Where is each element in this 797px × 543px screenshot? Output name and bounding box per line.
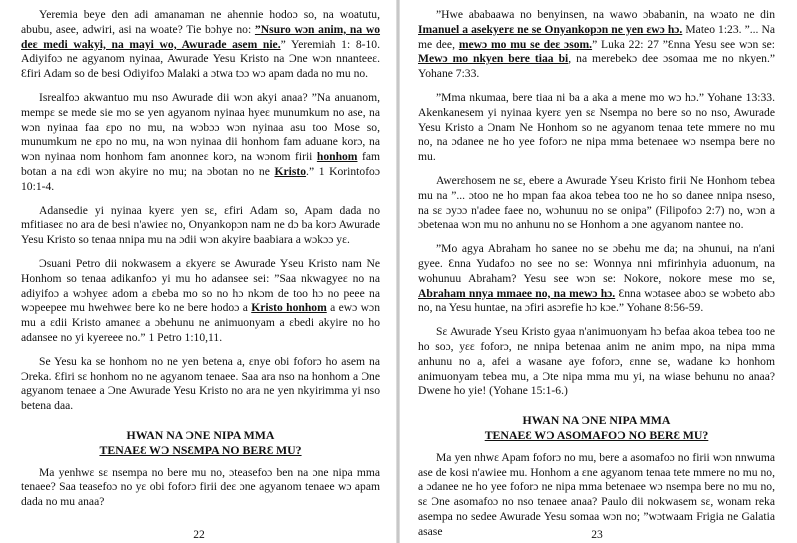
text: Adansedie yi nyinaa kyerɛ yen sɛ, ɛfiri Adam so, Apam dada no mfitiaseɛ no ara de besi n'awieɛ no, Onyankopɔn nam ne dɔ ba korɔ Awurade Yesu Kristo so tenaa nnipa mu na ɔdii wɔn akyire baabiara a wɔkɔɔ yɛ. (21, 203, 380, 247)
right-page (398, 0, 796, 543)
right-paragraph-3 (418, 174, 775, 233)
left-paragraph-5 (21, 355, 380, 414)
right-section-heading (418, 413, 775, 443)
emphasis: Kristo (274, 164, 307, 178)
text: ”Mma nkumaa, bere tiaa ni ba a aka a mene mo wɔ hɔ.” Yohane 13:33. Akenkanesem yi nyinaa kyerɛ yen sɛ Nsempa no bere so no nso, Awurade Yesu Kristo a Ɔnam Ne Honhom so ne agyanom tenaa tete mmere no mu no, na ɔdanee ne ho yee foforɔ ne nipa mma betenaee wɔ nsempa bere no mu. (418, 90, 775, 164)
left-paragraph-6 (21, 466, 380, 510)
text: Mateo 1:23. ”... Na me dee, (418, 22, 775, 51)
text: , na merebekɔ dee ɔsomaa me no nkyen.” Yohane 7:33. (418, 52, 775, 81)
right-paragraph-1 (418, 8, 775, 82)
left-paragraph-3 (21, 204, 380, 248)
text: Ɔsuani Petro dii nokwasem a ɛkyerɛ se Awurade Yseu Kristo nam Ne Honhom so tenaa adikanfoɔ yi mu ho adansee sei: ”Saa nkwagyeɛ no na adiyifoɔ a wɔhyeɛ adom a ɛbeba mo so no hɔ nkɔm de too hɔ no peee na wɔpeepee mu hwehweɛ bere ko ne bere hodoɔ a (21, 256, 380, 315)
left-section-heading (21, 428, 380, 458)
text: a ewɔ wɔn mu a ɛdii Kristo amaneɛ a ɔbehunu ne animuonyam a ɛbedi akyire no ho adansee no yi kyereee no.” 1 Petro 1:10,11. (21, 301, 380, 344)
text: Ɛnna wɔtasee aboɔ se wɔbeto abɔ no, na Yesu huntae, na ɔfiri asɔrefie hɔ kɔe.” Yohane 8:56-59. (418, 286, 775, 315)
text: ” Yeremiah 1: 8-10. Adiyifoɔ ne agyanom nyinaa, Awurade Yesu Kristo na Ɔne wɔn nnanteeɛ. Ɛfiri Adam so de besi Odiyifoɔ Malaki a ɔtwa tɔɔ wɔ apam dada no mu no. (21, 37, 380, 81)
page-number: 23 (591, 528, 603, 542)
right-paragraph-4 (418, 242, 775, 316)
emphasis: Kristo honhom (251, 301, 327, 315)
text: Isrealfoɔ akwantuo mu nso Awurade dii wɔn akyi anaa? ”Na anuanom, mempɛ se mede sie mo se yen agyanom nyinaa hyeɛ munumkum no ase, na wɔn nyinaa faa ɛpo no mu, na wɔbɔɔ wɔn nyinaa asu too Mose so, munumkum ne ɛpo no mu, na wɔn nyinaa dii honhom fam aduane korɔ, na wɔn nyinaa nom honhom fam anonneɛ korɔ, na wɔnom firii (21, 90, 380, 164)
text: Ma yenhwɛ sɛ nsempa no bere mu no, ɔteasefoɔ ben na ɔne nipa mma tenaee? Saa teasefoɔ no yɛ obi foforɔ firii deɛ ɔne agyanom tenaee wɔ apam dada no mu anaa? (21, 465, 380, 509)
emphasis: mewɔ mo mu se deɛ ɔsom. (458, 37, 593, 51)
text: .” 1 Korintofoɔ 10:1-4. (21, 164, 380, 193)
heading-line-1: HWAN NA ƆNE NIPA MMA (126, 427, 275, 442)
emphasis: ”Nsuro wɔn anim, na wo deɛ medi wakyi, na mayi wo, Awurade asem nie. (21, 22, 381, 51)
right-paragraph-6 (418, 451, 775, 540)
heading-line-2: TENAEƐ WƆ ASOMAFOƆ NO BERƐ MU? (484, 427, 709, 442)
text: Awerɛhosem ne sɛ, ebere a Awurade Yseu Kristo firii Ne Honhom tebea mu na ”... ɔtoo ne ho mpan faa akoa tebea too ne ho so danee nnipa nseso, na sɛ ɔyɔɔ n'adee faee no, wɔhunuu no se onipa” (Filipofoɔ 2:7) no, wɔn a ɔbetenaa wɔn mu no anhunu no se Honhom a ɔne agyanom nantee no. (418, 173, 775, 232)
text: ”Mo agya Abraham ho sanee no se ɔbehu me da; na ɔhunui, na n'ani gyee. Ɛnna Yudafoɔ no see no se: Wonnya nni mfirinhyia aduonum, na wohunuu Abraham? Yesu see wɔn se: Nokore, nokore mese mo se, (418, 242, 775, 285)
heading-line-1: HWAN NA ƆNE NIPA MMA (522, 413, 671, 428)
left-paragraph-4 (21, 257, 380, 346)
left-page (0, 0, 398, 543)
left-paragraph-1 (21, 8, 380, 82)
text: Ma yen nhwɛ Apam foforɔ no mu, bere a asomafoɔ no firii wɔn nnwuma ase de kosi n'awiee mu. Honhom a ɛne agyanom tenaa tete mmere no mu no, a ɔdanee ne ho yee foforɔ ne nipa mma betenaee wɔ nsempa bere no mu no, sɛ Ɔne asomafoɔ no nso tenaee anaa? Paulo dii nokwasem sɛ, wonam reka asempa no sedee Awurade Yesu somaa wɔn no; ”wɔtwaam Frigia ne Galatia asase (418, 450, 775, 538)
text: fam botan a na ɛdi wɔn akyire no mu; na ɔbotan no ne (21, 150, 380, 178)
emphasis: Imanuel a asekyerɛ ne se Onyankopɔn ne yen ɛwɔ hɔ. (418, 22, 683, 36)
page-number: 22 (193, 528, 205, 542)
heading-line-2: TENAEƐ WƆ NSƐMPA NO BERƐ MU? (99, 442, 302, 457)
emphasis: Mewɔ mo nkyen bere tiaa bi (418, 52, 569, 66)
text: ” Luka 22: 27 ”Ɛnna Yesu see wɔn se: (592, 37, 775, 51)
text: Sɛ Awurade Yseu Kristo gyaa n'animuonyam hɔ befaa akoa tebea too ne ho soɔ, yɛɛ foforɔ, ne nnipa betenaa anim ne anim mpo, na nipa mma anhunu no a, afei a wasane aye foforɔ, ɛnne se, wadane kɔ honhom animuonyam tebea mu, a Ɔte nipa mma mu yi, na wiase behunu no anaa? Dwene ho yie! (Yohane 15:1-6.) (418, 325, 775, 398)
right-paragraph-2 (418, 91, 775, 165)
text: ”Hwe ababaawa no benyinsen, na wawo ɔbabanin, na wɔato ne din (436, 8, 775, 21)
left-paragraph-2 (21, 91, 380, 195)
right-paragraph-5 (418, 325, 775, 399)
text: Se Yesu ka se honhom no ne yen betena a, ɛnye obi foforɔ ho asem na Ɔreka. Ɛfiri sɛ honhom no ne agyanom tenaee. Saa ara nso na honhom a Ɔne agyanom tenaee a Ɔne Awurade Yesu Kristo no ara ne yen nkyirimma yi nso betena daa. (21, 354, 380, 413)
text: Yeremia beye den adi amanaman ne ahennie hodoɔ so, na woatutu, abubu, asee, adwiri, asi na woate? Tie bɔhye no: (21, 8, 380, 36)
emphasis: honhom (316, 150, 358, 164)
emphasis: Abraham nnya mmaee no, na mewɔ hɔ. (418, 286, 616, 300)
